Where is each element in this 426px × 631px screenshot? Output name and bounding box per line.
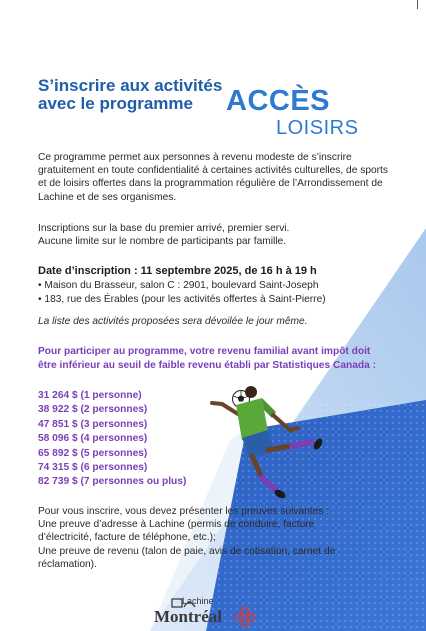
proofs-section [38,505,368,571]
registration-date: Date d’inscription : 11 septembre 2025, de 16 h à 19 h [38,265,317,277]
activities-note: La liste des activités proposées sera dévoilée le jour même. [38,316,308,327]
income-thresholds-list [38,389,186,490]
brand-loisirs: LOISIRS [276,117,359,139]
lachine-montreal-logo [154,596,264,630]
proofs-intro: Pour vous inscrire, vous devez présenter les preuves suivantes : [38,506,330,517]
proof-income: Une preuve de revenu (talon de paie, avis de cotisation, carnet de réclamation). [38,545,336,570]
rules-paragraph [38,222,388,248]
montreal-rosette-icon [234,606,256,628]
income-threshold-item: 65 892 $ (5 personnes) [38,447,148,459]
location-item: • Maison du Brasseur, salon C : 2901, boulevard Saint-Joseph [38,280,319,291]
location-item: • 183, rue des Érables (pour les activités offertes à Saint-Pierre) [38,294,326,305]
income-threshold-item: 82 739 $ (7 personnes ou plus) [38,476,187,488]
rule-line-2: Aucune limite sur le nombre de participants par famille. [38,236,287,248]
logo-city: Montréal [154,607,222,626]
title-line-1: S’inscrire aux activités [38,76,223,95]
logo-borough: Lachine [182,596,214,606]
intro-paragraph: Ce programme permet aux personnes à revenu modeste de s’inscrire gratuitement en toute confidentialité à certaines activités culturelles, de sports et de loisirs offertes dans la programmation régulière de l’Arrondissement de Lachine et de ses organismes. [38,152,388,203]
proof-address: Une preuve d’adresse à Lachine (permis de conduire, facture d’électricité, facture de téléphone, etc.); [38,519,315,544]
rule-line-1: Inscriptions sur la base du premier arrivé, premier servi. [38,223,290,234]
income-threshold-item: 31 264 $ (1 personne) [38,390,142,401]
brand-acces: ACCÈS [226,85,331,117]
income-threshold-item: 47 851 $ (3 personnes) [38,418,148,430]
eligibility-intro: Pour participer au programme, votre revenu familial avant impôt doit être inférieur au seuil de faible revenu établi par Statistiques Canada : [38,346,376,371]
income-threshold-item: 58 096 $ (4 personnes) [38,433,148,445]
title-line-2: avec le programme [38,94,193,113]
income-threshold-item: 74 315 $ (6 personnes) [38,462,148,474]
income-threshold-item: 38 922 $ (2 personnes) [38,404,148,416]
page-title [38,77,222,113]
